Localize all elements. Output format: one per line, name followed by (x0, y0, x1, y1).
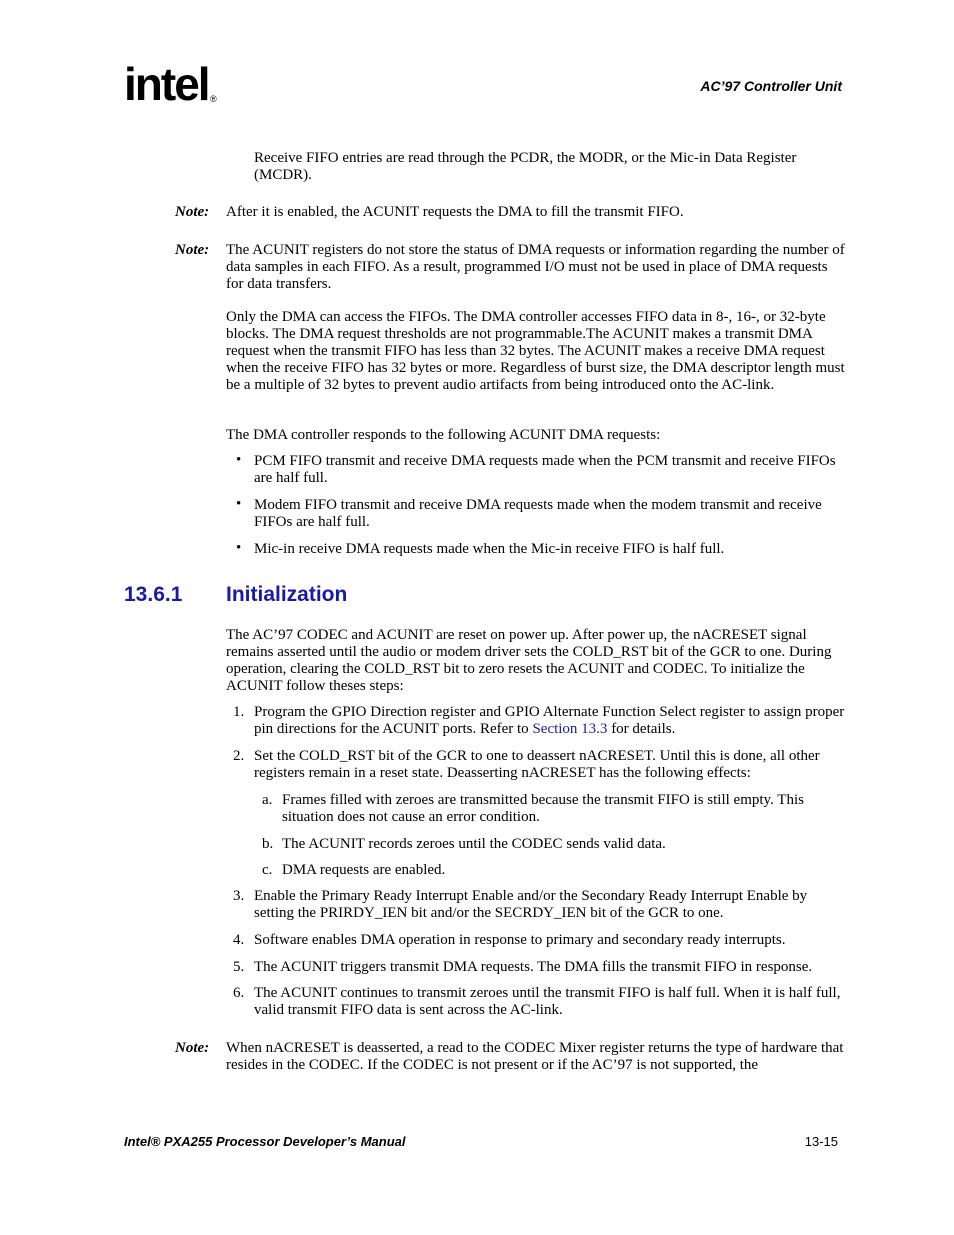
step-number: 6. (233, 985, 245, 1001)
step-number: 1. (233, 704, 245, 720)
substep-letter: a. (262, 792, 273, 808)
step-text: Program the GPIO Direction register and GPIO Alternate Function Select register to assign proper pin directions for the ACUNIT ports. Refer to Section 13.3 for details. (254, 704, 845, 737)
section-number: 13.6.1 (124, 583, 183, 606)
step-text: Enable the Primary Ready Interrupt Enable and/or the Secondary Ready Interrupt Enable by setting the PRIRDY_IEN bit and/or the SECRDY_IEN bit of the GCR to one. (254, 888, 808, 921)
step-number: 4. (233, 932, 245, 948)
paragraph-initialization: The AC’97 CODEC and ACUNIT are reset on power up. After power up, the nACRESET signal remains asserted until the audio or modem driver sets the COLD_RST bit of the GCR to one. During operation, clearing the COLD_RST bit to zero resets the ACUNIT and CODEC. To initialize the ACUNIT follow theses steps: (226, 627, 832, 694)
note-text: The ACUNIT registers do not store the status of DMA requests or information regarding the number of data samples in each FIFO. As a result, programmed I/O must not be used in place of DMA requests for data transfers. (226, 242, 845, 292)
logo-wordmark: intel (124, 58, 209, 110)
substep-letter: b. (262, 836, 274, 852)
bullet-icon: • (236, 452, 242, 468)
step-number: 2. (233, 748, 245, 764)
section-heading: Initialization (226, 583, 348, 606)
substep-text: Frames filled with zeroes are transmitted because the transmit FIFO is still empty. This situation does not cause an error condition. (282, 792, 804, 825)
step-text: Set the COLD_RST bit of the GCR to one to deassert nACRESET. Until this is done, all other registers remain in a reset state. Deasserting nACRESET has the following effects: (254, 748, 820, 781)
substep-text: The ACUNIT records zeroes until the CODEC sends valid data. (282, 836, 666, 852)
intel-logo (124, 60, 234, 120)
step-text: Software enables DMA operation in response to primary and secondary ready interrupts. (254, 932, 786, 948)
paragraph-only-dma: Only the DMA can access the FIFOs. The DMA controller accesses FIFO data in 8-, 16-, or 32-byte blocks. The DMA request thresholds are not programmable.The ACUNIT makes a transmit DMA request when the transmit FIFO has less than 32 bytes. The ACUNIT makes a receive DMA request when the receive FIFO has 32 bytes or more. Regardless of burst size, the DMA descriptor length must be a multiple of 32 bytes to prevent audio artifacts from being introduced onto the AC-link. (226, 309, 845, 393)
substep-text: DMA requests are enabled. (282, 862, 446, 878)
note-text: When nACRESET is deasserted, a read to the CODEC Mixer register returns the type of hardware that resides in the CODEC. If the CODEC is not present or if the AC’97 is not supported, the (226, 1040, 844, 1073)
list-item: Modem FIFO transmit and receive DMA requests made when the modem transmit and receive FIFOs are half full. (254, 497, 822, 530)
paragraph-receive-fifo: Receive FIFO entries are read through the PCDR, the MODR, or the Mic-in Data Register (MCDR). (254, 150, 797, 183)
footer-page-number: 13-15 (804, 1134, 838, 1149)
bullet-icon: • (236, 496, 242, 512)
step-text: The ACUNIT continues to transmit zeroes until the transmit FIFO is half full. When it is half full, valid transmit FIFO data is sent across the AC-link. (254, 985, 841, 1018)
step-number: 5. (233, 959, 245, 975)
note-label: Note: (175, 242, 210, 258)
substep-letter: c. (262, 862, 273, 878)
registered-mark: ® (210, 94, 217, 104)
note-text: After it is enabled, the ACUNIT requests the DMA to fill the transmit FIFO. (226, 204, 684, 220)
note-label: Note: (175, 204, 210, 220)
paragraph-dma-responds: The DMA controller responds to the following ACUNIT DMA requests: (226, 427, 661, 443)
running-header: AC’97 Controller Unit (700, 78, 842, 94)
list-item: Mic-in receive DMA requests made when the Mic-in receive FIFO is half full. (254, 541, 725, 557)
step-text: The ACUNIT triggers transmit DMA requests. The DMA fills the transmit FIFO in response. (254, 959, 813, 975)
footer-manual-title: Intel® PXA255 Processor Developer’s Manual (124, 1134, 406, 1149)
list-item: PCM FIFO transmit and receive DMA requests made when the PCM transmit and receive FIFOs are half full. (254, 453, 836, 486)
note-label: Note: (175, 1040, 210, 1056)
bullet-icon: • (236, 540, 242, 556)
step-number: 3. (233, 888, 245, 904)
section-link[interactable]: Section 13.3 (532, 721, 608, 737)
